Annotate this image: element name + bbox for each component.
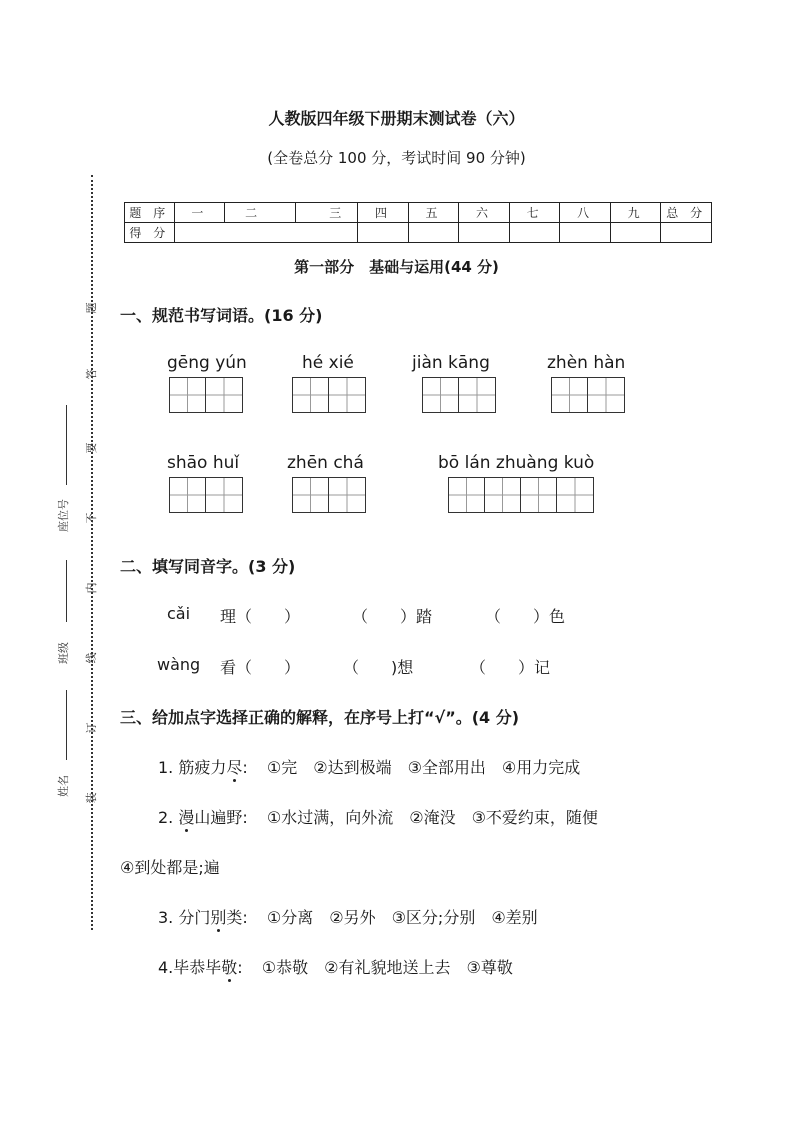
grid-cell[interactable] [170, 478, 206, 512]
question-options[interactable]: ①分离 ②另外 ③区分;分别 ④差别 [266, 908, 538, 927]
margin-char: 不 [85, 512, 98, 524]
table-cell: 四 [358, 203, 409, 223]
dotted-char: 尽 [226, 758, 243, 777]
question-word [178, 808, 247, 827]
writing-grid[interactable] [551, 377, 625, 413]
homophone-pinyin: wàng [157, 655, 201, 674]
grid-cell[interactable] [170, 378, 206, 412]
score-input[interactable] [459, 223, 510, 243]
table-cell: 六 [459, 203, 510, 223]
grid-cell[interactable] [588, 378, 624, 412]
table-cell: 八 [560, 203, 611, 223]
margin-char: 答 [85, 368, 98, 380]
dotted-char: 敬 [221, 958, 238, 977]
table-cell: 题 序 [125, 203, 175, 223]
homophone-item[interactable]: 理（ ） [220, 607, 301, 626]
table-cell: 三 [295, 203, 358, 223]
word-text: : [237, 958, 243, 977]
question-options[interactable]: ①完 ②达到极端 ③全部用出 ④用力完成 [266, 758, 581, 777]
grid-cell[interactable] [521, 478, 557, 512]
pinyin-label: bō lán zhuàng kuò [438, 453, 595, 473]
question-number: 1. [158, 758, 174, 777]
score-input[interactable] [295, 223, 358, 243]
writing-grid[interactable] [422, 377, 496, 413]
question-options[interactable]: ①水过满，向外流 ②淹没 ③不爱约束，随便 [266, 808, 598, 827]
name-label: 姓名 [57, 775, 70, 797]
name-blank[interactable] [66, 690, 67, 760]
writing-grid[interactable] [169, 477, 243, 513]
margin-char: 内 [85, 582, 98, 594]
score-table [124, 202, 712, 243]
question-number: 4. [158, 958, 174, 977]
margin-char: 要 [85, 442, 98, 454]
question-word [173, 958, 242, 977]
score-input[interactable] [509, 223, 560, 243]
score-input[interactable] [358, 223, 409, 243]
homophone-item[interactable]: （ ）色 [485, 607, 566, 626]
word-text: 分门 [178, 908, 211, 927]
table-cell: 七 [509, 203, 560, 223]
homophone-item[interactable]: （ ）记 [470, 658, 551, 677]
pinyin-label: gēng yún [167, 353, 247, 373]
grid-cell[interactable] [557, 478, 593, 512]
pinyin-label: jiàn kāng [412, 353, 490, 373]
grid-cell[interactable] [329, 378, 365, 412]
question-options-continued[interactable]: ④到处都是;遍 [120, 858, 220, 877]
homophone-item[interactable]: 看（ ） [220, 658, 301, 677]
section-1-heading: 一、规范书写词语。(16 分) [120, 306, 323, 325]
dotted-char: 漫 [178, 808, 195, 827]
writing-grid[interactable] [292, 477, 366, 513]
score-input[interactable] [610, 223, 661, 243]
part-title: 第一部分 基础与运用(44 分) [294, 258, 499, 276]
pinyin-label: zhēn chá [287, 453, 364, 473]
homophone-item[interactable]: （ ）踏 [352, 607, 433, 626]
score-table-header-row [125, 203, 712, 223]
question-item [158, 755, 580, 778]
table-cell: 五 [408, 203, 459, 223]
table-cell: 得 分 [125, 223, 175, 243]
margin-char: 线 [85, 652, 98, 664]
question-word [178, 758, 247, 777]
grid-cell[interactable] [293, 478, 329, 512]
exam-title: 人教版四年级下册期末测试卷（六） [268, 109, 525, 128]
grid-cell[interactable] [449, 478, 485, 512]
score-input[interactable] [174, 223, 295, 243]
seat-number-label: 座位号 [57, 499, 70, 532]
margin-char: 装 [85, 792, 98, 804]
grid-cell[interactable] [459, 378, 495, 412]
word-text: : [242, 758, 248, 777]
grid-cell[interactable] [552, 378, 588, 412]
dotted-char: 别 [210, 908, 227, 927]
homophone-pinyin: cǎi [167, 604, 191, 623]
word-text: 山遍野: [194, 808, 248, 827]
pinyin-label: zhèn hàn [547, 353, 626, 373]
binding-dotted-line [91, 175, 93, 930]
exam-subtitle: (全卷总分 100 分，考试时间 90 分钟) [267, 149, 526, 167]
section-3-heading: 三、给加点字选择正确的解释，在序号上打“√”。(4 分) [120, 708, 520, 727]
margin-char: 题 [85, 302, 98, 314]
word-text: 毕恭毕 [173, 958, 222, 977]
writing-grid[interactable] [448, 477, 594, 513]
question-word [178, 908, 247, 927]
score-input[interactable] [661, 223, 712, 243]
grid-cell[interactable] [423, 378, 459, 412]
homophone-item[interactable]: （ )想 [343, 658, 414, 677]
table-cell: 九 [610, 203, 661, 223]
table-cell: 二 [225, 203, 296, 223]
grid-cell[interactable] [329, 478, 365, 512]
seat-number-blank[interactable] [66, 405, 67, 485]
question-item [158, 955, 513, 978]
writing-grid[interactable] [169, 377, 243, 413]
pinyin-label: hé xié [302, 353, 354, 373]
question-options[interactable]: ①恭敬 ②有礼貌地送上去 ③尊敬 [261, 958, 513, 977]
score-input[interactable] [560, 223, 611, 243]
word-text: 筋疲力 [178, 758, 227, 777]
class-blank[interactable] [66, 560, 67, 622]
score-table-score-row [125, 223, 712, 243]
grid-cell[interactable] [293, 378, 329, 412]
question-number: 2. [158, 808, 174, 827]
question-item [158, 905, 538, 928]
grid-cell[interactable] [206, 378, 242, 412]
question-number: 3. [158, 908, 174, 927]
table-cell: 一 [174, 203, 225, 223]
writing-grid[interactable] [292, 377, 366, 413]
question-item [158, 805, 598, 828]
section-2-heading: 二、填写同音字。(3 分) [120, 557, 296, 576]
word-text: 类: [226, 908, 248, 927]
class-label: 班级 [57, 642, 70, 664]
grid-cell[interactable] [485, 478, 521, 512]
score-input[interactable] [408, 223, 459, 243]
margin-char: 订 [85, 722, 98, 734]
pinyin-label: shāo huǐ [167, 453, 240, 473]
grid-cell[interactable] [206, 478, 242, 512]
table-cell: 总 分 [661, 203, 712, 223]
